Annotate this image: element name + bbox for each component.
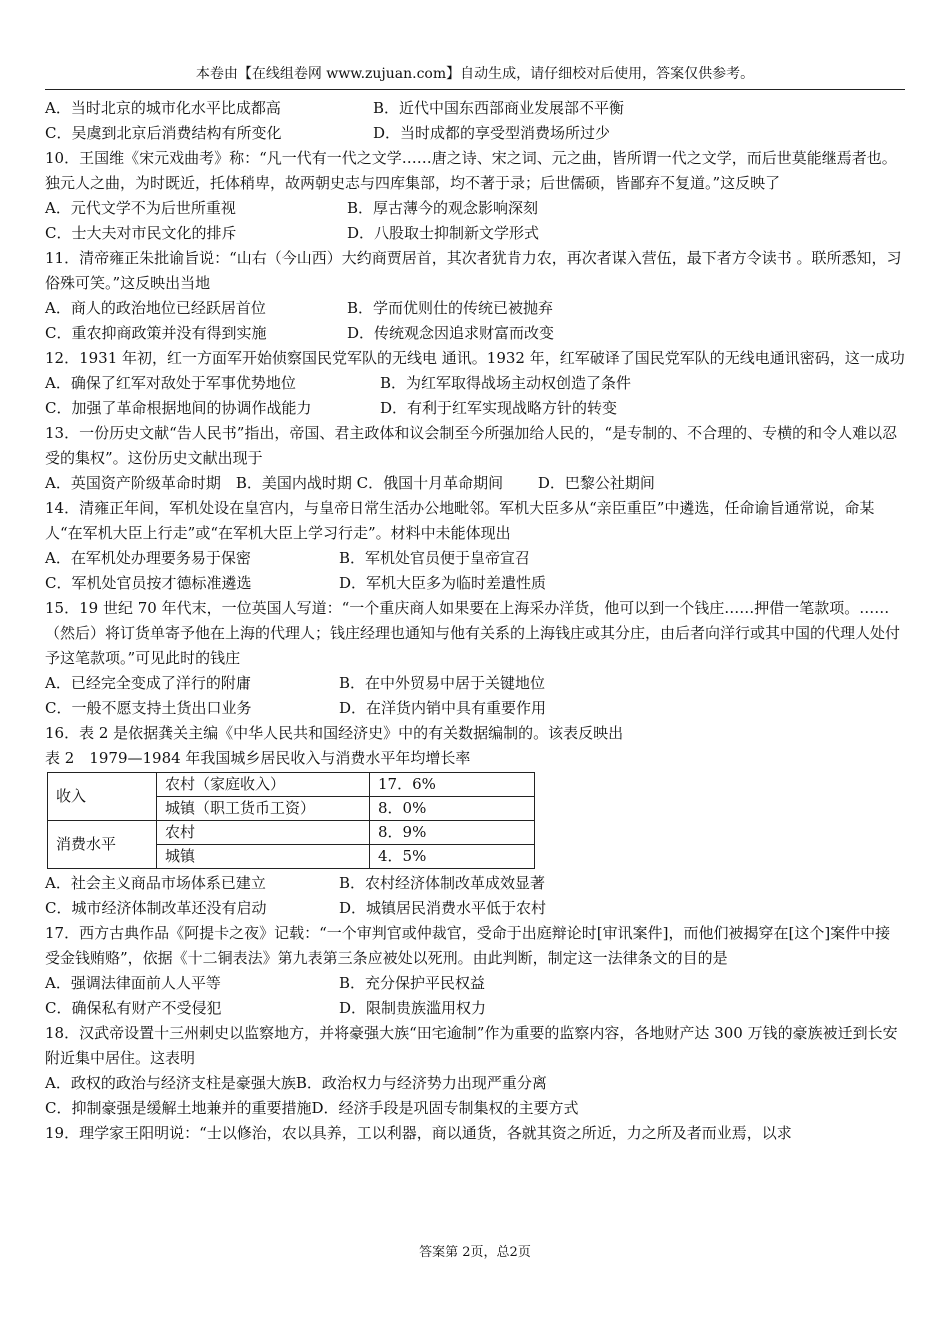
question-12-option-a: A．确保了红军对敌处于军事优势地位 (45, 374, 296, 392)
question-14-stem: 14．清雍正年间，军机处设在皇宫内，与皇帝日常生活办公地毗邻。军机大臣多从“亲臣重臣”中遴选，任命谕旨通常说，命某人“在军机大臣上行走”或“在军机大臣上学习行走”。材料中未能体现出 (45, 499, 875, 542)
question-10-option-c: C．士大夫对市民文化的排斥 (45, 224, 237, 242)
table-cell-value: 17．6% (370, 773, 535, 797)
table-cell-value: 8．9% (370, 821, 535, 845)
question-10-options-row-1 (45, 196, 905, 221)
question-10-options-row-2 (45, 221, 905, 246)
table-row (48, 821, 535, 845)
question-10-option-d: D．八股取士抑制新文学形式 (347, 224, 540, 242)
question-11-options-row-1 (45, 296, 905, 321)
question-11-option-d: D．传统观念因追求财富而改变 (347, 324, 555, 342)
question-17-option-c: C．确保私有财产不受侵犯 (45, 999, 222, 1017)
prev-options-row-2 (45, 121, 905, 146)
table-cell-item: 农村（家庭收入） (157, 773, 370, 797)
question-14-options-row-2 (45, 571, 905, 596)
prev-option-a: A．当时北京的城市化水平比成都高 (45, 99, 281, 117)
question-12-options-row-1 (45, 371, 905, 396)
question-18-stem: 18．汉武帝设置十三州刺史以监察地方，并将豪强大族“田宅逾制”作为重要的监察内容，各地财产达 300 万钱的豪族被迁到长安附近集中居住。这表明 (45, 1024, 898, 1067)
question-13-stem: 13．一份历史文献“告人民书”指出，帝国、君主政体和议会制至今所强加给人民的，“是专制的、不合理的、专横的和令人难以忍受的集权”。这份历史文献出现于 (45, 424, 898, 467)
table-cell-value: 4．5% (370, 845, 535, 869)
table-cell-item: 城镇 (157, 845, 370, 869)
prev-option-c: C．吴虞到北京后消费结构有所变化 (45, 124, 282, 142)
question-14-options-row-1 (45, 546, 905, 571)
question-15-option-d: D．在洋货内销中具有重要作用 (339, 699, 547, 717)
table-cell-item: 城镇（职工货币工资） (157, 797, 370, 821)
question-14-option-d: D．军机大臣多为临时差遣性质 (339, 574, 547, 592)
question-18-options-ab: A．政权的政治与经济支柱是豪强大族B．政治权力与经济势力出现严重分离 (45, 1074, 547, 1092)
question-content (45, 96, 905, 1146)
table-cell-value: 8．0% (370, 797, 535, 821)
question-17-options-row-1 (45, 971, 905, 996)
question-10-option-a: A．元代文学不为后世所重视 (45, 199, 236, 217)
table-group-label-income: 收入 (48, 773, 157, 821)
page-footer: 答案第 2页，总2页 (419, 1245, 531, 1260)
question-11-stem: 11．清帝雍正朱批谕旨说：“山右（今山西）大约商贾居首，其次者犹肯力农，再次者谋入营伍，最下者方令读书 。联所悉知，习俗殊可笑。”这反映出当地 (45, 249, 902, 292)
question-12-option-c: C．加强了革命根据地间的协调作战能力 (45, 399, 312, 417)
question-16-option-d: D．城镇居民消费水平低于农村 (339, 899, 547, 917)
question-10-option-b: B．厚古薄今的观念影响深刻 (347, 199, 539, 217)
question-11-option-b: B．学而优则仕的传统已被抛弃 (347, 299, 554, 317)
question-17-option-a: A．强调法律面前人人平等 (45, 974, 221, 992)
table-group-label-consumption: 消费水平 (48, 821, 157, 869)
question-11-option-c: C．重农抑商政策并没有得到实施 (45, 324, 267, 342)
question-11-options-row-2 (45, 321, 905, 346)
question-15-option-b: B．在中外贸易中居于关键地位 (339, 674, 546, 692)
question-17-stem: 17．西方古典作品《阿提卡之夜》记载：“一个审判官或仲裁官，受命于出庭辩论时[审讯案件]，而他们被揭穿在[这个]案件中接受金钱贿赂”，依据《十二铜表法》第九表第三条应被处以死刑。由此判断，制定这一法律条文的目的是 (45, 924, 891, 967)
question-14-option-b: B．军机处官员便于皇帝宣召 (339, 549, 531, 567)
question-15-option-c: C．一般不愿支持土货出口业务 (45, 699, 252, 717)
question-16-option-a: A．社会主义商品市场体系已建立 (45, 874, 266, 892)
prev-option-d: D．当时成都的享受型消费场所过少 (373, 124, 611, 142)
question-14-option-c: C．军机处官员按才德标准遴选 (45, 574, 252, 592)
question-15-option-a: A．已经完全变成了洋行的附庸 (45, 674, 251, 692)
question-16-option-c: C．城市经济体制改革还没有启动 (45, 899, 267, 917)
prev-options-row-1 (45, 96, 905, 121)
question-18-options-cd: C．抑制豪强是缓解土地兼并的重要措施D．经济手段是巩固专制集权的主要方式 (45, 1099, 579, 1117)
question-12-options-row-2 (45, 396, 905, 421)
question-11-option-a: A．商人的政治地位已经跃居首位 (45, 299, 266, 317)
question-17-options-row-2 (45, 996, 905, 1021)
question-19-stem: 19．理学家王阳明说：“士以修治，农以具养，工以利器，商以通货，各就其资之所近，力之所及者而业焉，以求 (45, 1124, 792, 1142)
table-caption: 表 2 1979—1984 年我国城乡居民收入与消费水平年均增长率 (45, 749, 471, 767)
header-divider (45, 89, 905, 90)
question-16-option-b: B．农村经济体制改革成效显著 (339, 874, 546, 892)
table-cell-item: 农村 (157, 821, 370, 845)
data-table (47, 772, 535, 869)
question-12-option-b: B．为红军取得战场主动权创造了条件 (380, 374, 632, 392)
question-12-option-d: D．有利于红军实现战略方针的转变 (380, 399, 618, 417)
question-17-option-b: B．充分保护平民权益 (339, 974, 486, 992)
question-17-option-d: D．限制贵族滥用权力 (339, 999, 487, 1017)
question-16-options-row-2 (45, 896, 905, 921)
question-16-options-row-1 (45, 871, 905, 896)
prev-option-b: B．近代中国东西部商业发展部不平衡 (373, 99, 625, 117)
question-15-options-row-1 (45, 671, 905, 696)
question-15-options-row-2 (45, 696, 905, 721)
page-header: 本卷由【在线组卷网 www.zujuan.com】自动生成，请仔细校对后使用，答案仅供参考。 (195, 66, 755, 82)
question-10-stem: 10．王国维《宋元戏曲考》称：“凡一代有一代之文学……唐之诗、宋之词、元之曲，皆所谓一代之文学，而后世莫能继焉者也。独元人之曲，为时既近，托体稍卑，故两朝史志与四库集部，均不著于录；后世儒硕，皆鄙弃不复道。”这反映了 (45, 149, 897, 192)
question-15-stem: 15．19 世纪 70 年代末，一位英国人写道：“一个重庆商人如果要在上海采办洋货，他可以到一个钱庄……押借一笔款项。……（然后）将订货单寄予他在上海的代理人；钱庄经理也通知与他有关系的上海钱庄或其分庄，由后者向洋行或其中国的代理人处付予这笔款项。”可见此时的钱庄 (45, 599, 901, 667)
question-13-options: A．英国资产阶级革命时期 B．美国内战时期 C．俄国十月革命期间 D．巴黎公社期间 (45, 474, 655, 492)
question-12-stem: 12．1931 年初，红一方面军开始侦察国民党军队的无线电 通讯。1932 年，红军破译了国民党军队的无线电通讯密码，这一成功 (45, 349, 905, 367)
table-row (48, 773, 535, 797)
question-16-stem: 16．表 2 是依据龚关主编《中华人民共和国经济史》中的有关数据编制的。该表反映出 (45, 724, 624, 742)
question-14-option-a: A．在军机处办理要务易于保密 (45, 549, 251, 567)
